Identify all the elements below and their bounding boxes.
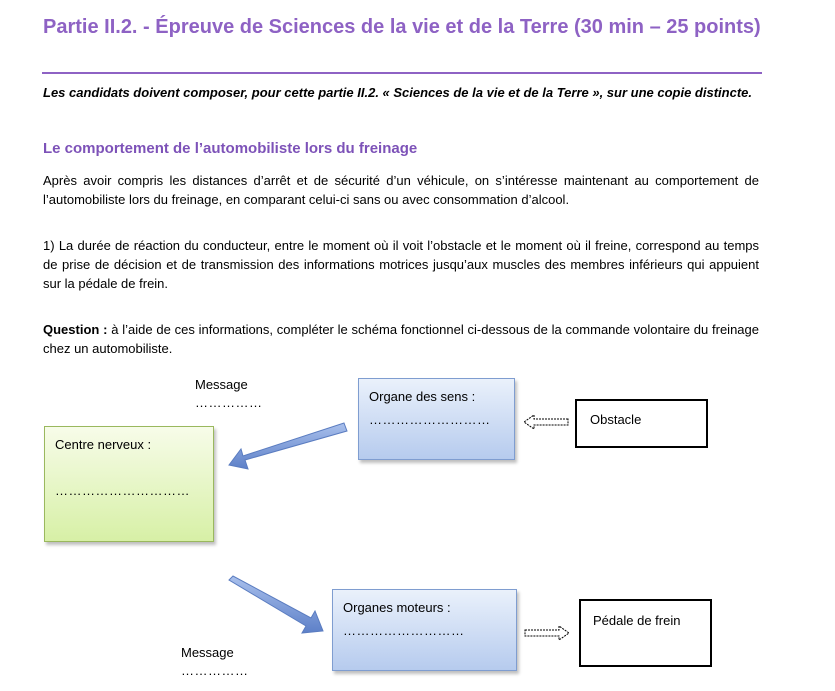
centre-nerveux-blank: ………………………… xyxy=(55,483,190,498)
organes-moteurs-blank: ……………………… xyxy=(343,623,465,638)
organe-sens-label: Organe des sens : xyxy=(369,389,476,404)
paragraph-context: Après avoir compris les distances d’arrêt et de sécurité d’un véhicule, on s’intéresse maintenant au comportement de l’automobiliste lors du freinage, en comparant celui-ci sans ou avec consommation d’alcool. xyxy=(43,173,759,207)
message-top-blank: …………… xyxy=(195,395,263,410)
message-bottom-label: Message xyxy=(181,645,234,660)
arrow-to-moteurs-icon xyxy=(229,576,323,633)
message-top-label: Message xyxy=(195,377,248,392)
arrow-to-centre-icon xyxy=(229,423,347,469)
page-title: Partie II.2. - Épreuve de Sciences de la vie et de la Terre (30 min – 25 points) xyxy=(43,16,761,38)
instruction-text: Les candidats doivent composer, pour cette partie II.2. « Sciences de la vie et de la Terre », sur une copie distincte. xyxy=(43,85,752,100)
question-label: Question : xyxy=(43,322,108,337)
arrow-moteurs-to-pedale-icon xyxy=(525,626,569,640)
obstacle-label: Obstacle xyxy=(590,412,642,427)
organe-sens-blank: ……………………… xyxy=(369,412,491,427)
pedale-frein-label: Pédale de frein xyxy=(593,613,681,628)
arrow-obstacle-to-sens-icon xyxy=(524,415,568,429)
message-bottom-blank: …………… xyxy=(181,663,249,678)
paragraph-reaction: 1) La durée de réaction du conducteur, entre le moment où il voit l’obstacle et le moment où il freine, correspond au temps de prise de décision et de transmission des informations motrices jusqu’aux muscles des membres inférieurs qui appuient sur la pédale de frein. xyxy=(43,238,759,291)
question-text: à l’aide de ces informations, compléter le schéma fonctionnel ci-dessous de la commande volontaire du freinage chez un automobiliste. xyxy=(43,322,759,356)
organes-moteurs-label: Organes moteurs : xyxy=(343,600,451,615)
centre-nerveux-label: Centre nerveux : xyxy=(55,437,152,452)
section-title: Le comportement de l’automobiliste lors du freinage xyxy=(43,140,418,157)
